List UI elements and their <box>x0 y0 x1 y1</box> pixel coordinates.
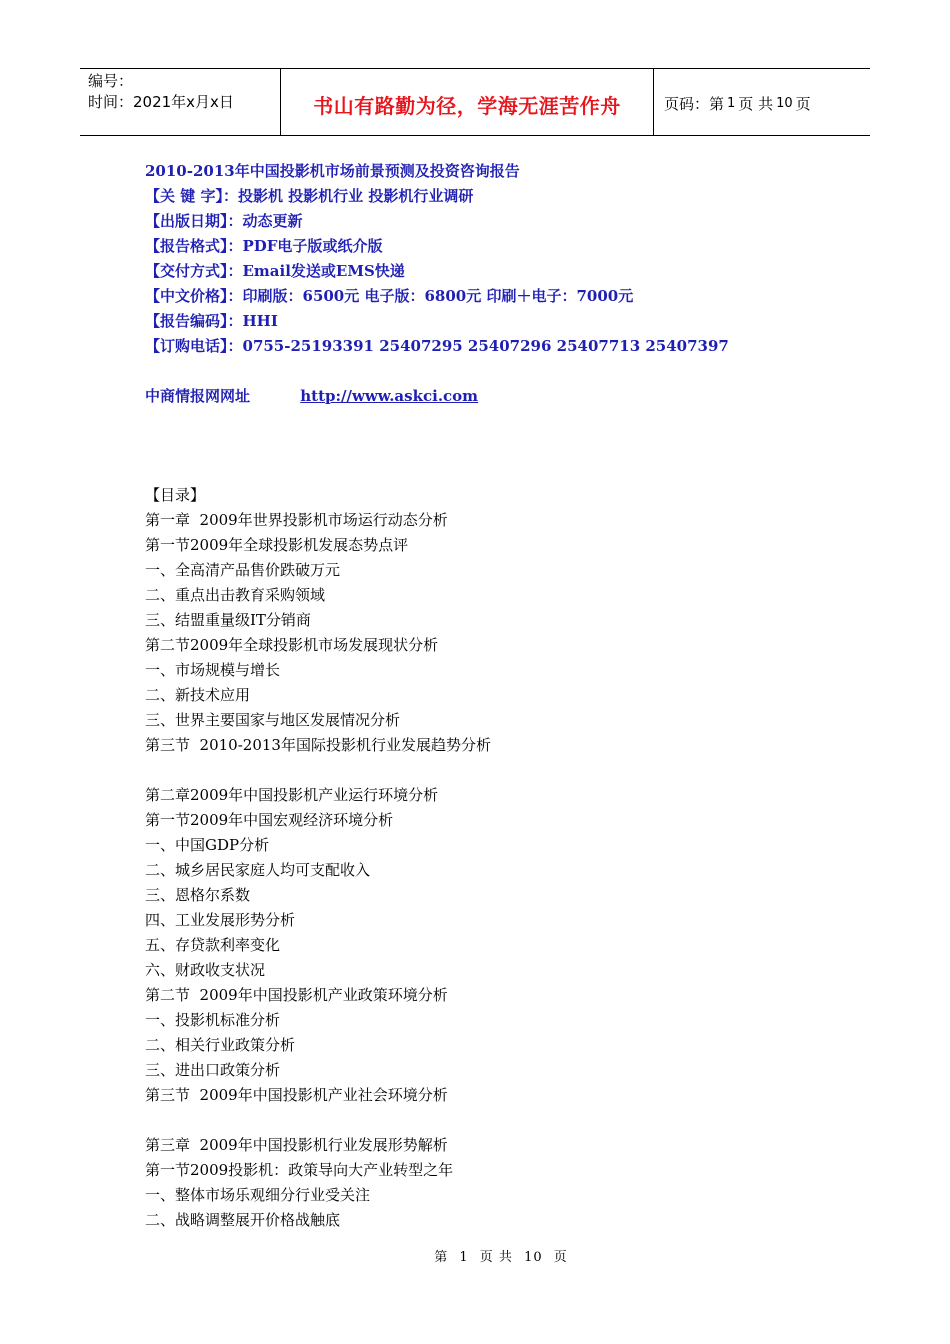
page-current: 1 <box>727 95 736 111</box>
toc-item: 三、恩格尔系数 <box>145 886 251 904</box>
report-info <box>145 159 865 409</box>
page-prefix: 页码：第 <box>664 94 725 113</box>
report-publish-date: 【出版日期】：动态更新 <box>145 212 303 230</box>
date-label: 时间：2021年x月x日 <box>88 93 234 111</box>
toc-item: 一、市场规模与增长 <box>145 661 281 679</box>
toc-item: 第二节2009年全球投影机市场发展现状分析 <box>145 636 439 654</box>
toc-item: 一、全高清产品售价跌破万元 <box>145 561 341 579</box>
header-meta-cell <box>80 69 281 135</box>
footer-current: 1 <box>459 1250 469 1265</box>
website-row <box>145 384 865 409</box>
document-header <box>80 68 870 136</box>
report-title: 2010-2013年中国投影机市场前景预测及投资咨询报告 <box>145 162 520 180</box>
footer-prefix: 第 <box>434 1250 449 1265</box>
toc-item: 第一节2009年全球投影机发展态势点评 <box>145 536 409 554</box>
toc-item: 一、中国GDP分析 <box>145 836 270 854</box>
toc-item: 第二章2009年中国投影机产业运行环境分析 <box>145 786 439 804</box>
toc-heading: 【目录】 <box>145 486 206 504</box>
report-delivery: 【交付方式】：Email发送或EMS快递 <box>145 262 405 280</box>
spacer <box>145 359 865 384</box>
table-of-contents <box>145 483 865 1233</box>
toc-item: 二、重点出击教育采购领域 <box>145 586 326 604</box>
toc-item: 一、投影机标准分析 <box>145 1011 281 1029</box>
toc-item: 四、工业发展形势分析 <box>145 911 296 929</box>
report-price: 【中文价格】：印刷版：6500元 电子版：6800元 印刷＋电子：7000元 <box>145 287 634 305</box>
toc-item: 二、新技术应用 <box>145 686 251 704</box>
footer-suffix: 页 <box>553 1250 568 1265</box>
footer-total: 10 <box>524 1250 543 1265</box>
motto-text: 书山有路勤为径，学海无涯苦作舟 <box>313 93 621 118</box>
report-phone: 【订购电话】：0755-25193391 25407295 25407296 25407713 25407397 <box>145 337 729 355</box>
website-link[interactable]: http://www.askci.com <box>300 387 479 405</box>
page-mid: 页 共 <box>738 94 774 113</box>
toc-item: 第二节 2009年中国投影机产业政策环境分析 <box>145 986 448 1004</box>
toc-item: 六、财政收支状况 <box>145 961 266 979</box>
page-total: 10 <box>776 95 793 111</box>
report-code: 【报告编码】：HHI <box>145 312 278 330</box>
toc-item: 一、整体市场乐观细分行业受关注 <box>145 1186 371 1204</box>
toc-list <box>145 508 865 1233</box>
website-label: 中商情报网网址 <box>145 387 251 405</box>
toc-item: 二、相关行业政策分析 <box>145 1036 296 1054</box>
header-page-cell <box>654 69 870 135</box>
report-keywords: 【关 键 字】：投影机 投影机行业 投影机行业调研 <box>145 187 474 205</box>
report-format: 【报告格式】：PDF电子版或纸介版 <box>145 237 383 255</box>
toc-item: 三、进出口政策分析 <box>145 1061 281 1079</box>
toc-spacer <box>145 758 865 783</box>
toc-item: 第三节 2009年中国投影机产业社会环境分析 <box>145 1086 448 1104</box>
page-footer <box>0 1246 950 1265</box>
toc-item: 第一节2009投影机：政策导向大产业转型之年 <box>145 1161 454 1179</box>
toc-item: 五、存贷款利率变化 <box>145 936 281 954</box>
toc-item: 二、城乡居民家庭人均可支配收入 <box>145 861 371 879</box>
toc-item: 第三章 2009年中国投影机行业发展形势解析 <box>145 1136 448 1154</box>
footer-mid: 页 共 <box>479 1250 513 1265</box>
page-suffix: 页 <box>795 94 811 113</box>
toc-item: 三、结盟重量级IT分销商 <box>145 611 311 629</box>
toc-item: 二、战略调整展开价格战触底 <box>145 1211 341 1229</box>
header-motto-cell <box>281 69 654 135</box>
toc-item: 第三节 2010-2013年国际投影机行业发展趋势分析 <box>145 736 491 754</box>
toc-item: 第一章 2009年世界投影机市场运行动态分析 <box>145 511 448 529</box>
code-label: 编号： <box>88 72 134 90</box>
toc-spacer <box>145 1108 865 1133</box>
toc-item: 三、世界主要国家与地区发展情况分析 <box>145 711 401 729</box>
toc-item: 第一节2009年中国宏观经济环境分析 <box>145 811 394 829</box>
